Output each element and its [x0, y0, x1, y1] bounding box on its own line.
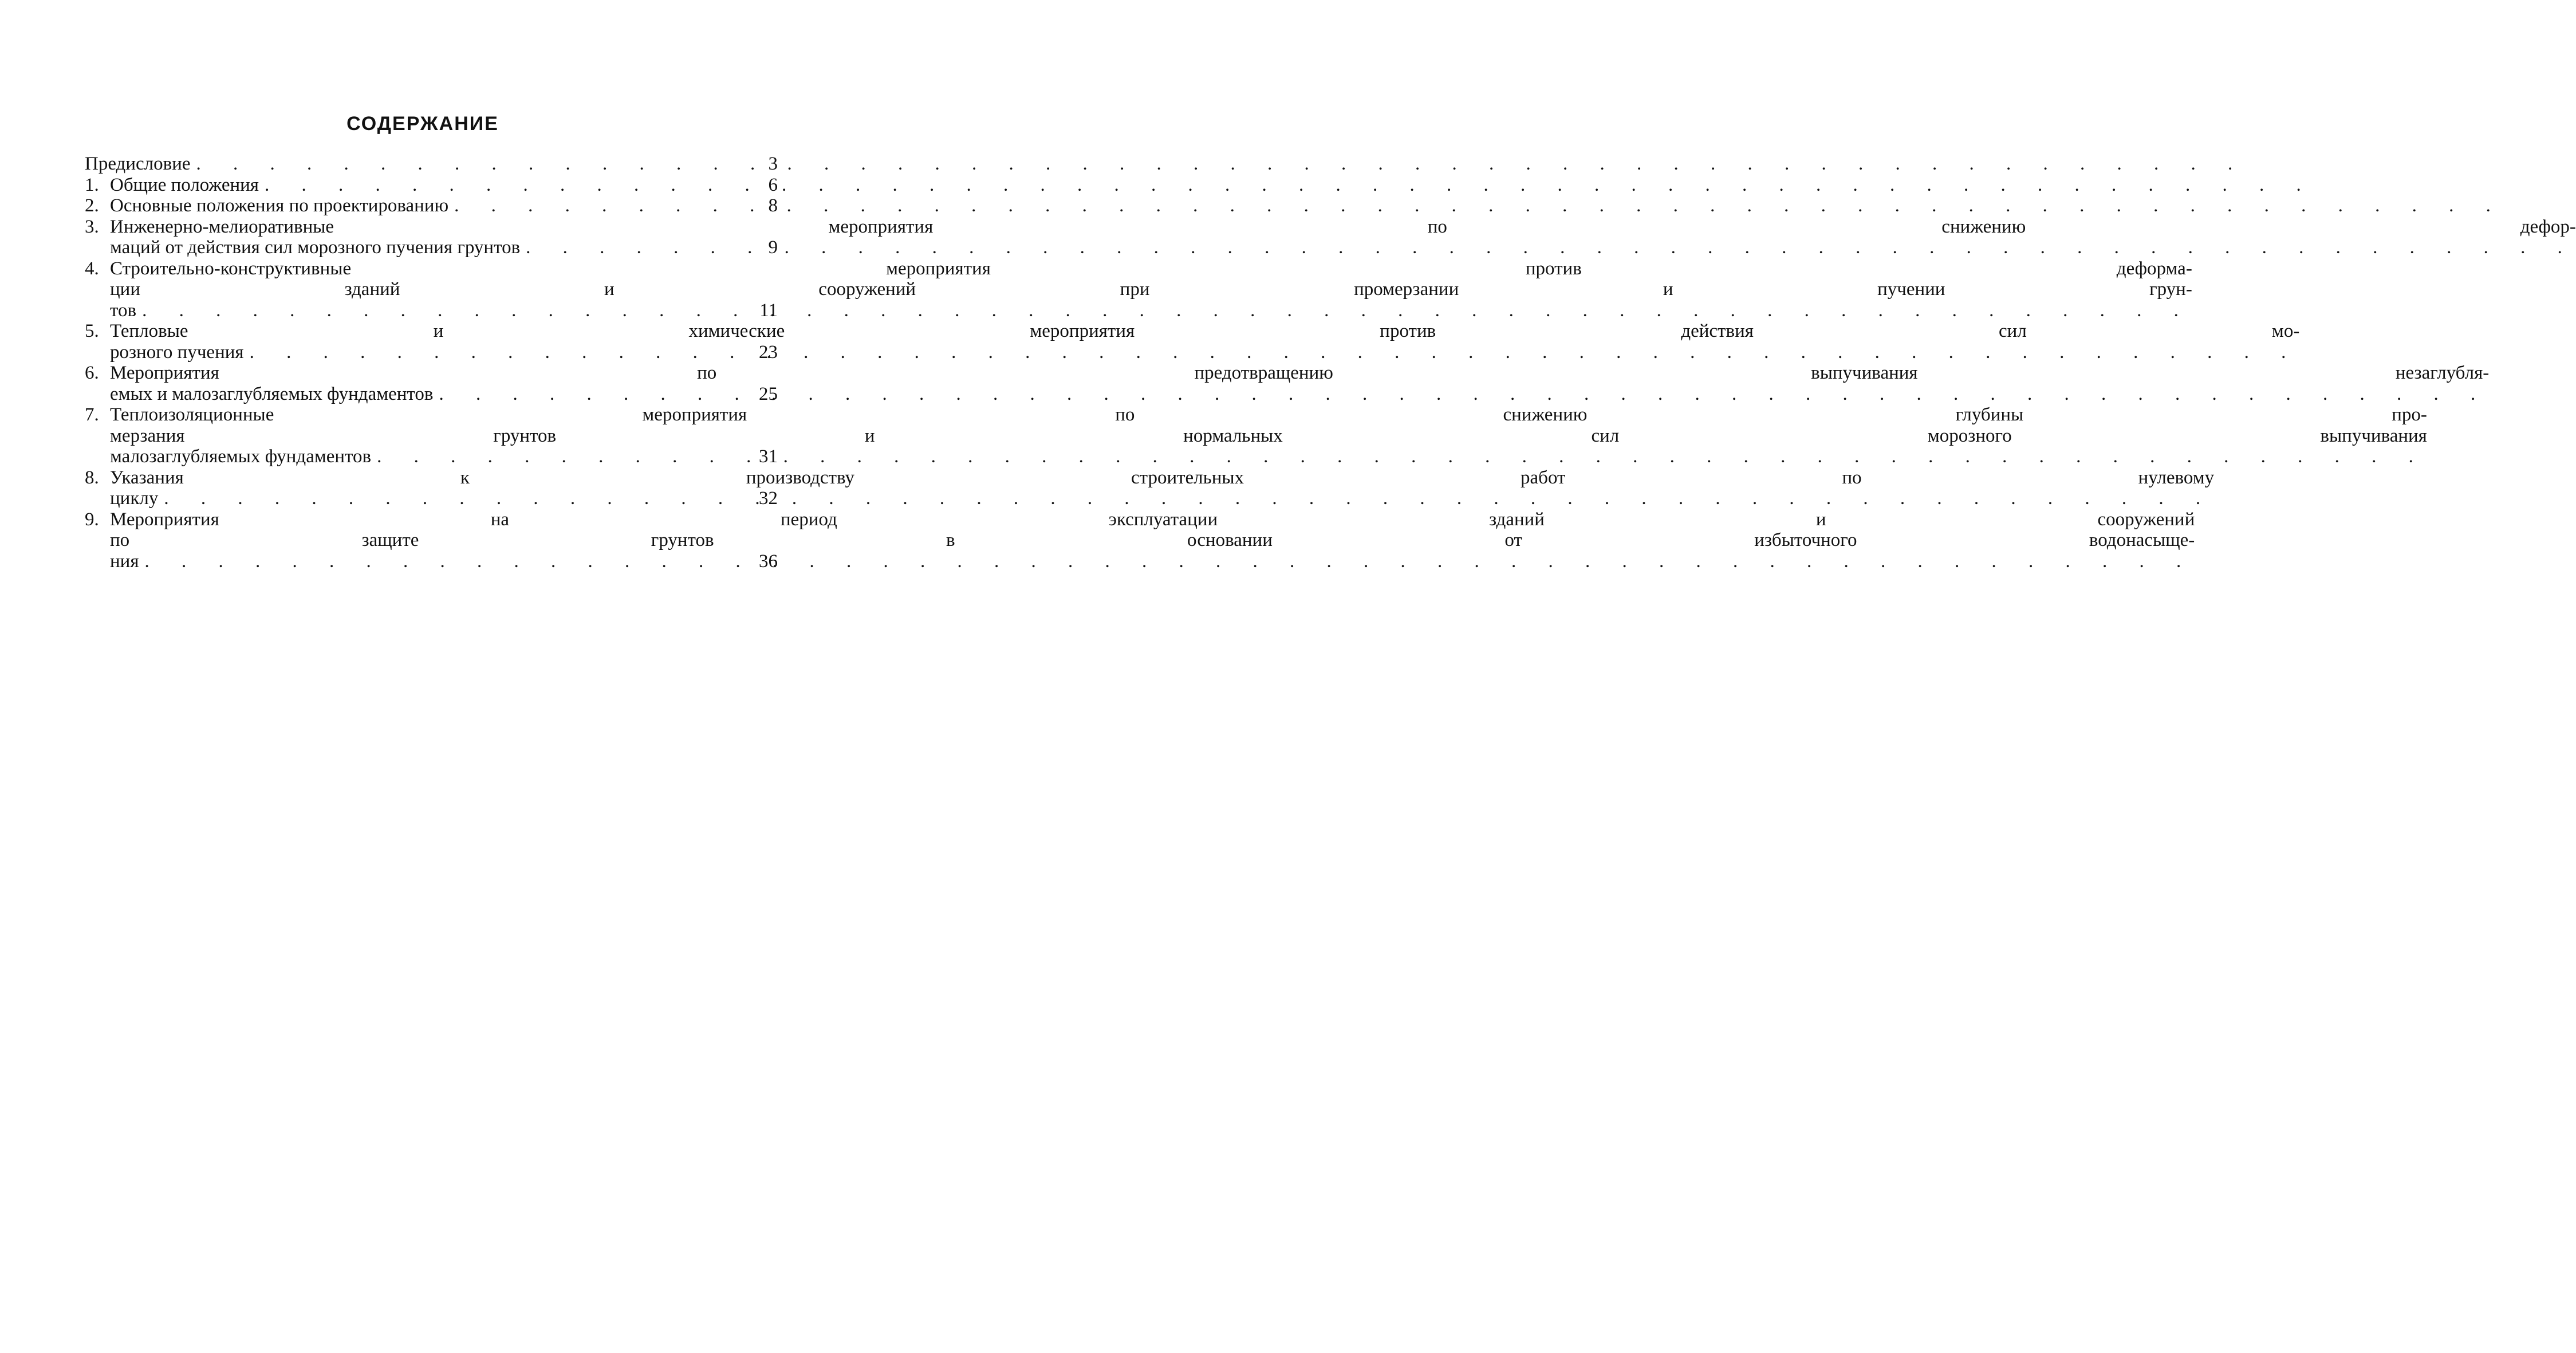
toc-entry: [85, 467, 2215, 509]
toc-entry-last-line: [110, 175, 2315, 196]
toc-entry: [85, 363, 2490, 404]
dot-leaders: [520, 237, 2576, 258]
toc-page-number: 32: [759, 488, 778, 509]
toc-page-number: 23: [759, 341, 778, 363]
toc-entry-last-line: [110, 384, 2489, 405]
toc-page-number: 9: [768, 237, 778, 258]
toc-entry-line: Инженерно-мелиоративные мероприятия по снижению дефор-: [110, 216, 2576, 237]
toc-entry-line: малозаглубляемых фундаментов: [110, 446, 372, 467]
dot-leaders: [371, 446, 2427, 467]
toc-entry-line: Предисловие: [85, 154, 191, 174]
toc-entry-number: 8.: [85, 467, 99, 488]
toc-entry-line: Мероприятия по предотвращению выпучивания незаглубля-: [110, 363, 2490, 383]
toc-entry-last-line: [110, 551, 2195, 572]
toc-entry-last-line: [110, 446, 2427, 467]
dot-leaders: [244, 342, 2300, 363]
toc-entry-number: 4.: [85, 258, 99, 279]
toc-entry-body: [85, 216, 2576, 258]
toc-entry-last-line: [85, 154, 2246, 175]
toc-entry-line: Общие положения: [110, 174, 259, 195]
toc-entry-text: [110, 467, 2214, 509]
toc-page-number: 25: [759, 383, 778, 404]
dot-leaders: [136, 300, 2192, 321]
toc-entry-row: [85, 175, 715, 196]
toc-entry-line: емых и малозаглубляемых фундаментов: [110, 383, 434, 404]
toc-entry-line: маций от действия сил морозного пучения грунтов: [110, 237, 521, 258]
toc-entry: [85, 154, 778, 175]
toc-entry-line: ния: [110, 550, 139, 572]
toc-entry: [85, 216, 2576, 258]
toc-entry-body: [85, 154, 715, 175]
toc-entry-body: [85, 195, 715, 217]
page-title: СОДЕРЖАНИЕ: [346, 113, 499, 135]
toc-entry-number: 3.: [85, 216, 99, 237]
toc-entry-number: 6.: [85, 363, 99, 383]
toc-entry: [85, 258, 2192, 321]
toc-entry-line: ции зданий и сооружений при промерзании и пучении грун-: [110, 279, 2192, 300]
toc-entry: [85, 195, 778, 217]
table-of-contents: [85, 154, 2576, 572]
toc-entry-line: Указания к производству строительных работ по нулевому: [110, 467, 2215, 488]
toc-page-number: 8: [768, 195, 778, 216]
toc-entry-text: [110, 217, 2576, 258]
toc-entry-number: 2.: [85, 195, 99, 216]
toc-page-number: 3: [768, 154, 778, 174]
toc-entry-text: [110, 258, 2192, 321]
toc-entry-line: Мероприятия на период эксплуатации зданий и сооружений: [110, 509, 2195, 530]
toc-entry: [85, 404, 2427, 467]
toc-entry-row: [85, 195, 715, 217]
toc-entry-number: 1.: [85, 174, 99, 195]
toc-page-number: 11: [759, 300, 778, 321]
toc-entry-text: [110, 509, 2195, 572]
toc-entry-last-line: [110, 237, 2576, 258]
toc-entry-text: [110, 404, 2427, 467]
toc-page-number: 31: [759, 446, 778, 467]
toc-entry-last-line: [110, 488, 2214, 509]
toc-entry-row: [85, 216, 2576, 258]
dot-leaders: [158, 488, 2214, 509]
dot-leaders: [139, 551, 2195, 572]
toc-entry: [85, 175, 778, 196]
toc-entry-text: [110, 195, 2504, 217]
toc-entry-last-line: [110, 195, 2504, 217]
toc-entry-line: Основные положения по проектированию: [110, 195, 449, 216]
dot-leaders: [191, 154, 2247, 175]
toc-entry-body: [85, 175, 715, 196]
toc-entry-line: мерзания грунтов и нормальных сил морозного выпучивания: [110, 425, 2427, 446]
toc-entry-number: 7.: [85, 404, 99, 425]
toc-entry-last-line: [110, 300, 2192, 321]
toc-entry-line: Тепловые и химические мероприятия против действия сил мо-: [110, 321, 2300, 341]
toc-entry-row: [85, 154, 715, 175]
toc-entry: [85, 509, 2195, 572]
dot-leaders: [259, 175, 2315, 196]
toc-entry: [85, 321, 2300, 363]
toc-entry-line: по защите грунтов в основании от избыточного водонасыще-: [110, 530, 2195, 550]
toc-entry-line: Теплоизоляционные мероприятия по снижению глубины про-: [110, 404, 2427, 425]
toc-page-number: 36: [759, 550, 778, 572]
toc-entry-number: 9.: [85, 509, 99, 530]
toc-entry-line: розного пучения: [110, 341, 244, 363]
toc-entry-text: [110, 321, 2299, 363]
toc-page-number: 6: [768, 174, 778, 195]
toc-entry-line: тов: [110, 300, 137, 321]
toc-entry-last-line: [110, 342, 2299, 363]
toc-entry-line: циклу: [110, 488, 159, 509]
toc-entry-text: [85, 154, 2246, 175]
toc-entry-line: Строительно-конструктивные мероприятия против деформа-: [110, 258, 2192, 279]
toc-entry-text: [110, 175, 2315, 196]
toc-entry-text: [110, 363, 2489, 404]
toc-entry-number: 5.: [85, 321, 99, 341]
